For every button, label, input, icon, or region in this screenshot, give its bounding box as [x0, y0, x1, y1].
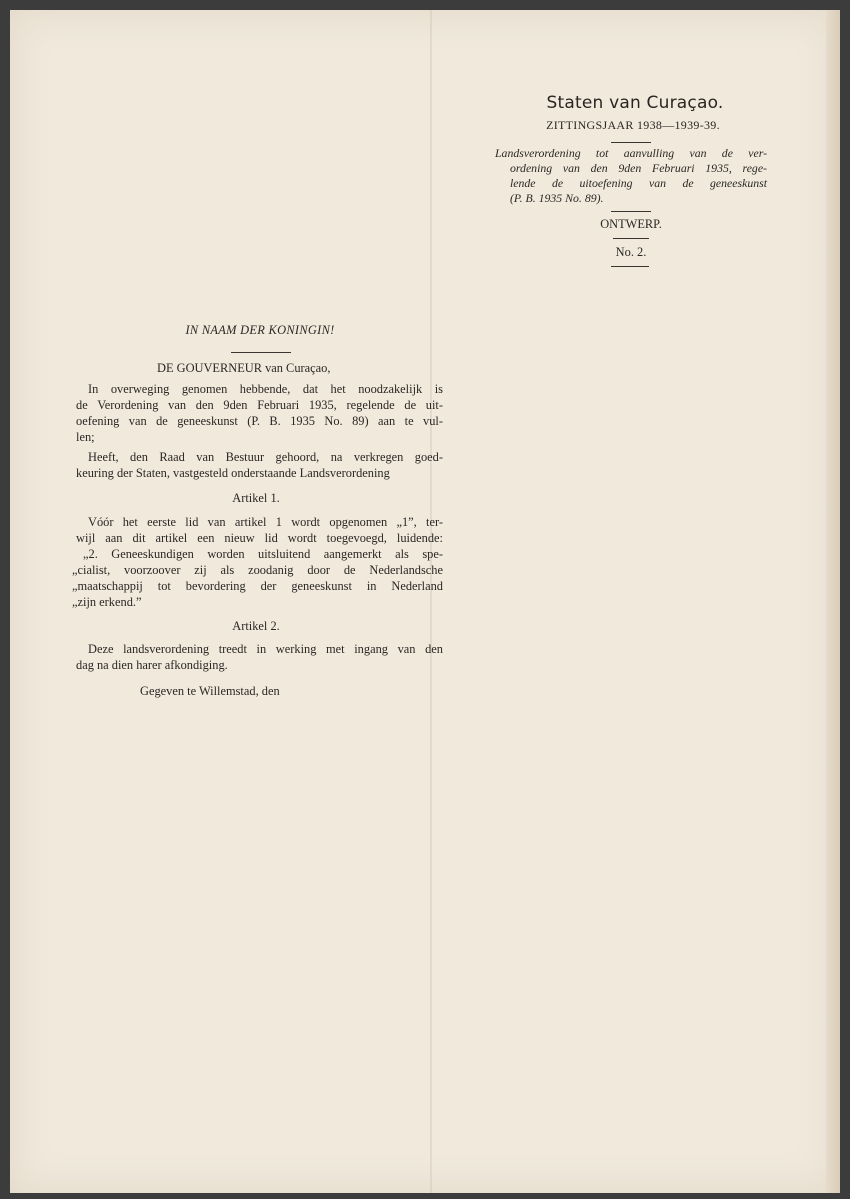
- article2-line-1: Deze landsverordening treedt in werking met ingang van den: [88, 642, 443, 656]
- header-rule-2: [611, 211, 651, 212]
- draft-label: ONTWERP.: [600, 217, 662, 231]
- considering-line-4: len;: [76, 430, 95, 444]
- article1-line-3: „2. Geneeskundigen worden uitsluitend aangemerkt als spe-: [83, 547, 443, 561]
- enacting-line-2: keuring der Staten, vastgesteld onderstaande Landsverordening: [76, 466, 390, 480]
- header-rule-4: [611, 266, 649, 267]
- subject-line-2: ordening van den 9den Februari 1935, rege-: [510, 161, 767, 175]
- subject-line-3: lende de uitoefening van de geneeskunst: [510, 176, 767, 190]
- closing-line: Gegeven te Willemstad, den: [140, 684, 280, 698]
- considering-line-1: In overweging genomen hebbende, dat het noodzakelijk is: [88, 382, 443, 396]
- considering-line-2: de Verordening van den 9den Februari 1935, regelende de uit-: [76, 398, 443, 412]
- session-year: ZITTINGSJAAR 1938—1939-39.: [546, 118, 720, 132]
- article1-line-6: „zijn erkend.”: [72, 595, 142, 609]
- subject-line-1: Landsverordening tot aanvulling van de ver-: [495, 146, 767, 160]
- document-number: No. 2.: [615, 245, 647, 259]
- considering-line-3: oefening van de geneeskunst (P. B. 1935 No. 89) aan te vul-: [76, 414, 443, 428]
- invocation-rule: [231, 352, 291, 353]
- enacting-line-1: Heeft, den Raad van Bestuur gehoord, na verkregen goed-: [88, 450, 443, 464]
- document-title: Staten van Curaçao.: [546, 93, 724, 113]
- article2-line-2: dag na dien harer afkondiging.: [76, 658, 228, 672]
- article1-line-4: „cialist, voorzoover zij als zoodanig door de Nederlandsche: [72, 563, 443, 577]
- article1-line-2: wijl aan dit artikel een nieuw lid wordt toegevoegd, luidende:: [76, 531, 443, 545]
- subject-line-4: (P. B. 1935 No. 89).: [510, 191, 604, 205]
- header-rule-3: [613, 238, 649, 239]
- page-fold: [430, 10, 432, 1193]
- governor-line: DE GOUVERNEUR van Curaçao,: [157, 361, 331, 375]
- page-edge: [826, 10, 840, 1193]
- article1-line-1: Vóór het eerste lid van artikel 1 wordt opgenomen „1”, ter-: [88, 515, 443, 529]
- invocation: IN NAAM DER KONINGIN!: [185, 323, 335, 337]
- article1-heading: Artikel 1.: [232, 491, 280, 505]
- article1-line-5: „maatschappij tot bevordering der geneeskunst in Nederland: [72, 579, 443, 593]
- article2-heading: Artikel 2.: [232, 619, 280, 633]
- header-rule-1: [611, 142, 651, 143]
